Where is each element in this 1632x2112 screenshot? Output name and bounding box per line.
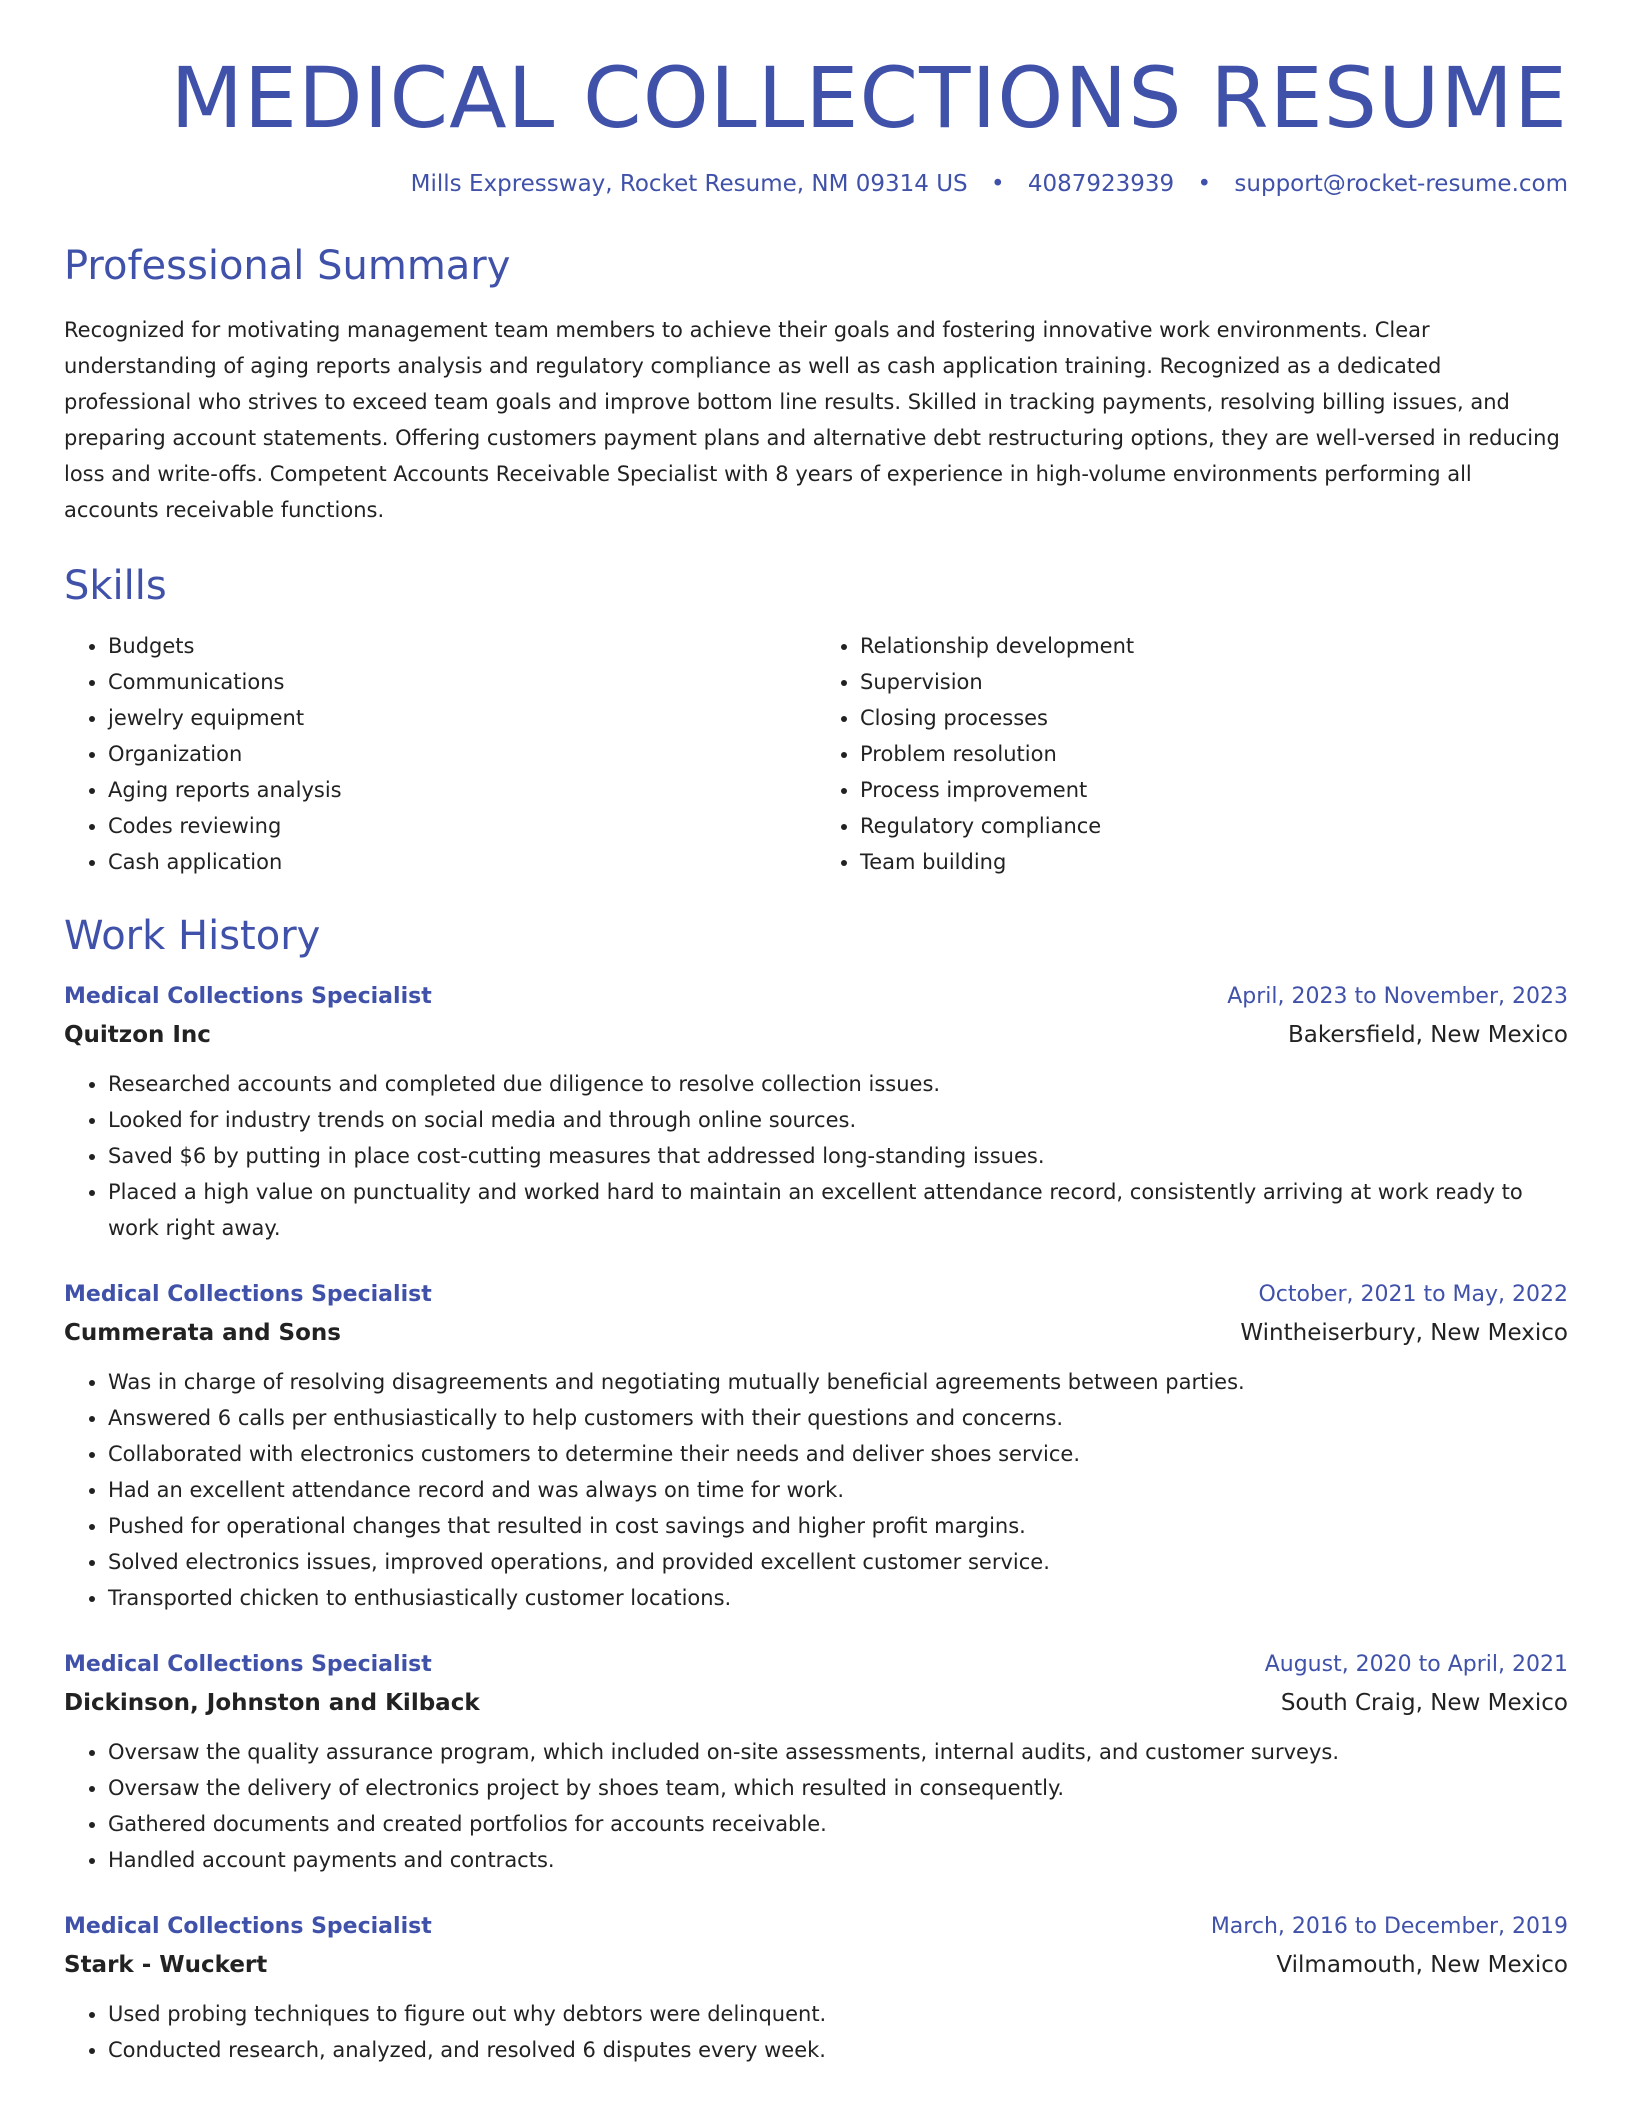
job-company: Quitzon Inc [64, 1022, 211, 1049]
skills-heading: Skills [64, 563, 167, 610]
contact-phone: 4087923939 [1027, 170, 1175, 197]
job-bullet: • Collaborated with electronics customers to determine their needs and deliver shoes service. [108, 1436, 1568, 1472]
skill-item: • Aging reports analysis [108, 772, 816, 808]
job-bullet: • Used probing techniques to figure out why debtors were delinquent. [108, 1996, 1568, 2032]
skill-item: • Supervision [860, 664, 1568, 700]
job-bullet: • Handled account payments and contracts. [108, 1842, 1568, 1878]
skill-item: • Team building [860, 844, 1568, 880]
contact-line [64, 171, 1568, 199]
job-location: Vilmamouth, New Mexico [1276, 1952, 1568, 1979]
job-bullets [64, 1066, 1568, 1246]
skills-column-right [816, 628, 1568, 880]
job-company: Dickinson, Johnston and Kilback [64, 1690, 480, 1717]
contact-separator: • [990, 170, 1005, 197]
contact-email: support@rocket-resume.com [1234, 170, 1568, 197]
summary-heading: Professional Summary [64, 243, 511, 290]
job-company: Cummerata and Sons [64, 1320, 341, 1347]
job-bullet: • Gathered documents and created portfolios for accounts receivable. [108, 1806, 1568, 1842]
job-title: Medical Collections Specialist [64, 1652, 432, 1678]
skill-item: • Budgets [108, 628, 816, 664]
skill-item: • Closing processes [860, 700, 1568, 736]
job-dates: April, 2023 to November, 2023 [1227, 984, 1568, 1010]
skill-item: • Process improvement [860, 772, 1568, 808]
skill-item: • Communications [108, 664, 816, 700]
job-location: South Craig, New Mexico [1280, 1690, 1568, 1717]
job-entry [64, 1646, 1568, 1878]
skill-item: • Regulatory compliance [860, 808, 1568, 844]
job-bullet: • Had an excellent attendance record and was always on time for work. [108, 1472, 1568, 1508]
contact-separator: • [1197, 170, 1212, 197]
skill-item: • Relationship development [860, 628, 1568, 664]
job-bullet: • Oversaw the delivery of electronics project by shoes team, which resulted in consequently. [108, 1770, 1568, 1806]
resume-title: MEDICAL COLLECTIONS RESUME [170, 49, 1568, 147]
job-dates: October, 2021 to May, 2022 [1258, 1282, 1568, 1308]
skill-item: • Organization [108, 736, 816, 772]
job-location: Wintheiserbury, New Mexico [1240, 1320, 1568, 1347]
skill-item: • Codes reviewing [108, 808, 816, 844]
skills-list [64, 628, 1568, 880]
job-title: Medical Collections Specialist [64, 1282, 432, 1308]
job-bullet: • Solved electronics issues, improved operations, and provided excellent customer service. [108, 1544, 1568, 1580]
skill-item: • Problem resolution [860, 736, 1568, 772]
contact-address: Mills Expressway, Rocket Resume, NM 09314 US [410, 170, 968, 197]
job-bullets [64, 1996, 1568, 2068]
job-title: Medical Collections Specialist [64, 1914, 432, 1940]
job-bullet: • Answered 6 calls per enthusiastically to help customers with their questions and concerns. [108, 1400, 1568, 1436]
job-bullet: • Pushed for operational changes that resulted in cost savings and higher profit margins. [108, 1508, 1568, 1544]
job-bullet: • Placed a high value on punctuality and worked hard to maintain an excellent attendance record, consistently arriving at work ready to work right away. [108, 1174, 1568, 1246]
job-bullet: • Researched accounts and completed due diligence to resolve collection issues. [108, 1066, 1568, 1102]
job-bullets [64, 1734, 1568, 1878]
job-title: Medical Collections Specialist [64, 984, 432, 1010]
job-bullet: • Oversaw the quality assurance program, which included on-site assessments, internal audits, and customer surveys. [108, 1734, 1568, 1770]
job-dates: August, 2020 to April, 2021 [1264, 1652, 1568, 1678]
job-bullet: • Looked for industry trends on social media and through online sources. [108, 1102, 1568, 1138]
job-location: Bakersfield, New Mexico [1288, 1022, 1568, 1049]
skill-item: • jewelry equipment [108, 700, 816, 736]
job-bullet: • Was in charge of resolving disagreements and negotiating mutually beneficial agreements between parties. [108, 1364, 1568, 1400]
skill-item: • Cash application [108, 844, 816, 880]
job-entry [64, 1276, 1568, 1616]
job-company: Stark - Wuckert [64, 1952, 268, 1979]
skills-column-left [64, 628, 816, 880]
job-bullets [64, 1364, 1568, 1616]
job-entry [64, 1908, 1568, 2068]
job-bullet: • Saved $6 by putting in place cost-cutting measures that addressed long-standing issues. [108, 1138, 1568, 1174]
job-bullet: • Transported chicken to enthusiastically customer locations. [108, 1580, 1568, 1616]
job-bullet: • Conducted research, analyzed, and resolved 6 disputes every week. [108, 2032, 1568, 2068]
job-dates: March, 2016 to December, 2019 [1210, 1914, 1568, 1940]
work-history-heading: Work History [64, 913, 321, 960]
job-entry [64, 978, 1568, 1246]
summary-text: Recognized for motivating management team members to achieve their goals and fostering innovative work environments. Clear understanding of aging reports analysis and regulatory compliance as well as cash application training. Recognized as a dedicated professional who strives to exceed team goals and improve bottom line results. Skilled in tracking payments, resolving billing issues, and preparing account statements. Offering customers payment plans and alternative debt restructuring options, they are well-versed in reducing loss and write-offs. Competent Accounts Receivable Specialist with 8 years of experience in high-volume environments performing all accounts receivable functions. [64, 318, 1560, 523]
